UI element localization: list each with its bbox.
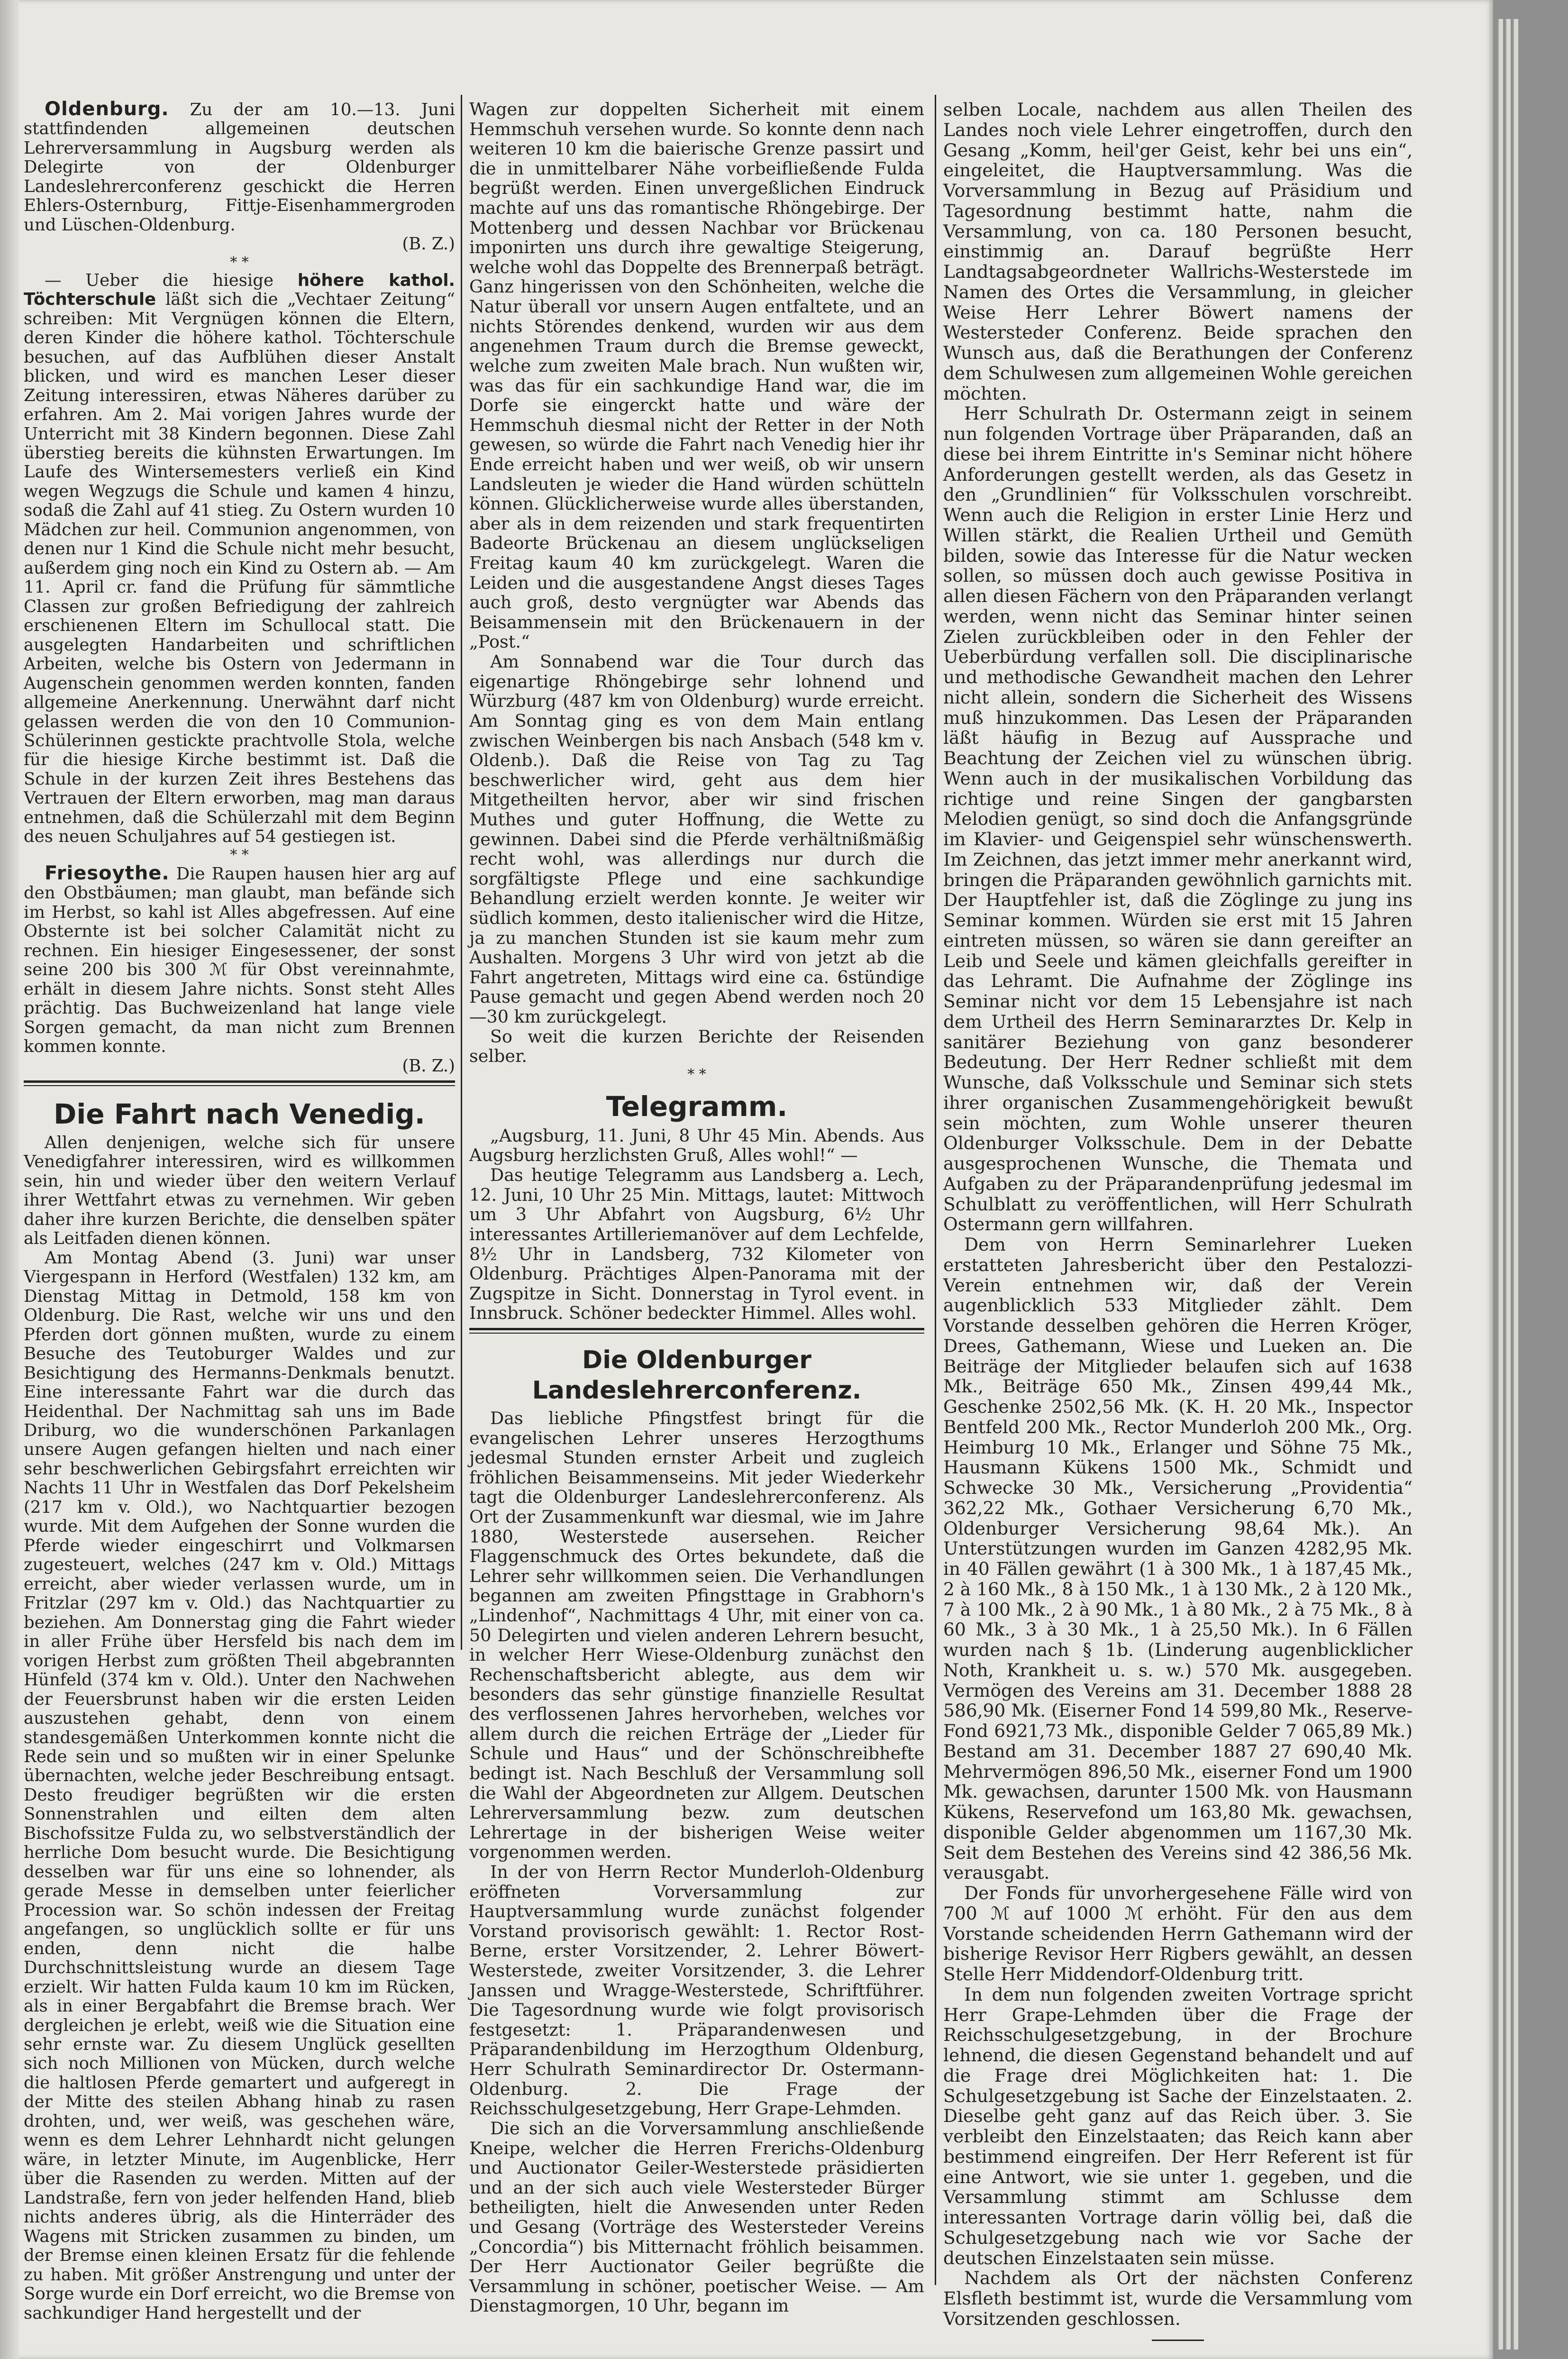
news-friesoythe-text: Die Raupen hausen hier arg auf den Obstbäumen; man glaubt, man befände sich im Herbst, so kahl ist Alles abgefressen. Auf eine Obsternte ist bei solcher Calamität nicht zu rechnen. Ein hiesiger Eingesessener, der sonst seine 200 bis 300 ℳ für Obst vereinnahmte, erhält in diesem Jahre nichts. Sonst steht Alles prächtig. Das Buchweizenland hat lange viele Sorgen gemacht, da man nicht zum Brennen kommen konnte. xyxy=(24,864,455,1057)
paragraph: Am Sonnabend war die Tour durch das eigenartige Rhöngebirge sehr lohnend und Würzburg (487 km von Oldenburg) wurde erreicht. Am Sonntag ging es von dem Main entlang zwischen Weinbergen bis nach Ansbach (548 km v. Oldenb.). Daß die Reise von Tag zu Tag beschwerlicher wird, geht aus dem hier Mitgetheilten hervor, aber wir sind frischen Muthes und guter Hoffnung, die Wette zu gewinnen. Dabei sind die Pferde verhältnißmäßig recht wohl, was allerdings nur durch die sorgfältigste Pflege und eine sachkundige Behandlung erzielt werden konnte. Je weiter wir südlich kommen, desto italienischer wird die Hitze, ja zu manchen Stunden ist sie kaum mehr zum Aushalten. Morgens 3 Uhr wird von jetzt ab die Fahrt angetreten, Mittags wird eine ca. 6stündige Pause gemacht und gegen Abend werden noch 20—30 km zurückgelegt. xyxy=(469,651,924,1027)
paragraph: Am Montag Abend (3. Juni) war unser Viergespann in Herford (Westfalen) 132 km, am Dienstag Mittag in Detmold, 158 km von Oldenburg. Die Rast, welche wir uns und den Pferden dort gönnen mußten, wurde zu einem Besuche des Teutoburger Waldes und zur Besichtigung des Hermanns-Denkmals benutzt. Eine interessante Fahrt war die durch das Heidenthal. Der Nachmittag sah uns im Bade Driburg, wo die wunderschönen Parkanlagen unsere Augen gefangen hielten und nach einer sehr beschwerlichen Gebirgsfahrt erreichten wir Nachts 11 Uhr in Westfalen das Dorf Pekelsheim (217 km v. Old.), wo Nachtquartier bezogen wurde. Mit dem Aufgehen der Sonne wurden die Pferde wieder eingeschirrt und Volkmarsen zugesteuert, welches (247 km v. Old.) Mittags erreicht, aber wieder verlassen wurde, um in Fritzlar (297 km v. Old.) das Nachtquartier zu beziehen. Am Donnerstag ging die Fahrt wieder in aller Frühe über Hersfeld bis nach dem im vorigen Herbst zum größten Theil abgebrannten Hünfeld (374 km v. Old.). Unter den Nachwehen der Feuersbrunst haben wir die ersten Leiden auszustehen gehabt, denn von einem standesgemäßen Unterkommen konnte nicht die Rede sein und so mußten wir in einer Spelunke übernachten, welche jeder Beschreibung entsagt. Desto freudiger begrüßten wir die ersten Sonnenstrahlen und eilten dem alten Bischofssitze Fulda zu, wo selbstverständlich der herrliche Dom besucht wurde. Die Besichtigung desselben war für uns eine so lohnender, als gerade Messe in demselben unter feierlicher Procession war. So schön indessen der Freitag angefangen, so unglücklich sollte er für uns enden, denn nicht die halbe Durchschnittsleistung wurde an diesem Tage erzielt. Wir hatten Fulda kaum 10 km im Rücken, als in einer Bergabfahrt die Bremse brach. Wer dergleichen je erlebt, weiß wie die Situation eine sehr ernste war. Zu diesem Unglück gesellten sich noch Millionen von Mücken, durch welche die haltlosen Pferde gemartert und aufgeregt in der Mitte des steilen Abhang hinab zu rasen drohten, und, wer weiß, was geschehen wäre, wenn es dem Lehrer Lehnhardt nicht gelungen wäre, in letzter Minute, im Augenblicke, Herr über die Rasenden zu werden. Mitten auf der Landstraße, fern von jeder helfenden Hand, blieb nichts anderes übrig, als die Hinterräder des Wagens mit Stricken zusammen zu binden, um der Bremse einen kleinen Ersatz für die fehlende zu haben. Mit größer Anstrengung und unter der Sorge wurde ein Dorf erreicht, wo die Bremse von sachkundiger Hand hergestellt und der xyxy=(24,1248,455,2323)
news-toechterschule-subject: höhere kathol. Töchterschule xyxy=(24,270,455,310)
paragraph: In dem nun folgenden zweiten Vortrage spricht Herr Grape-Lehmden über die Frage der Reichsschulgesetzgebung, in der Brochure lehnend, die diesen Gegenstand behandelt und auf die Frage drei Möglichkeiten hat: 1. Die Schulgesetzgebung ist Sache der Einzelstaaten. 2. Dieselbe geht ganz auf das Reich über. 3. Sie verbleibt den Einzelstaaten; das Reich kann aber bestimmend eingreifen. Der Herr Referent ist für eine Antwort, wie sie unter 1. gegeben, und die Versammlung stimmt am Schlusse dem interessanten Vortrage darin völlig bei, daß die Schulgesetzgebung nach wie vor Sache der deutschen Einzelstaaten sein müsse. xyxy=(943,1984,1413,2268)
paragraph: Wagen zur doppelten Sicherheit mit einem Hemmschuh versehen wurde. So konnte denn nach weiteren 10 km die baierische Grenze passirt und die in unmittelbarer Nähe vorbeifließende Fulda begrüßt werden. Einen unvergeßlichen Eindruck machte auf uns das romantische Rhöngebirge. Der Mottenberg und dessen Nachbar vor Brückenau imponirten uns durch ihre gewaltige Steigerung, welche wohl das Doppelte des Brennerpaß beträgt. Ganz hingerissen von den Schönheiten, welche die Natur überall vor unsern Augen entfaltete, und an nichts Störendes denkend, wurden wir aus dem angenehmen Traum durch die Bremse geweckt, welche zum zweiten Male brach. Nun wußten wir, was das für ein sachkundige Hand war, die im Dorfe sie eingerckt hatte und wäre der Hemmschuh diesmal nicht der Retter in der Noth gewesen, so würde die Fahrt nach Venedig hier ihr Ende erreicht haben und wer weiß, ob wir unsern Landsleuten je wieder die Hand würden schütteln können. Glücklicherweise wurde alles überstanden, aber als in dem reizenden und stark frequentirten Badeorte Brückenau an diesem unglückseligen Freitag kaum 40 km zurückgelegt. Waren die Leiden und die ausgestandene Angst dieses Tages auch groß, desto vergnügter war Abends das Beisammensein mit den Brückenauern in der „Post.“ xyxy=(469,99,924,652)
source-signature: (B. Z.) xyxy=(402,1056,455,1076)
paragraph: Nachdem als Ort der nächsten Conferenz Elsfleth bestimmt ist, wurde die Versammlung vom Vorsitzenden geschlossen. xyxy=(943,2268,1413,2329)
news-oldenburg-text: Zu der am 10.—13. Juni stattfindenden allgemeinen deutschen Lehrerversammlung in Augsburg werden als Delegirte von der Oldenburger Landeslehrerconferenz geschickt die Herren Ehlers-Osternburg, Fittje-Eisenhammergroden und Lüschen-Oldenburg. xyxy=(24,100,455,235)
section-divider xyxy=(469,1328,924,1334)
section-divider xyxy=(24,1080,455,1086)
paragraph: In der von Herrn Rector Munderloh-Oldenburg eröffneten Vorversammlung zur Hauptversammlung wurde zunächst folgender Vorstand provisorisch gewählt: 1. Rector Rost-Berne, erster Vorsitzender, 2. Lehrer Böwert-Westerstede, zweiter Vorsitzender, 3. die Lehrer Janssen und Wragge-Westerstede, Schriftführer. Die Tagesordnung wurde wie folgt provisorisch festgesetzt: 1. Präparandenwesen und Präparandenbildung im Herzogthum Oldenburg, Herr Schulrath Seminardirector Dr. Ostermann-Oldenburg. 2. Die Frage der Reichsschulgesetzgebung, Herr Grape-Lehmden. xyxy=(469,1861,924,2119)
news-oldenburg xyxy=(24,100,455,235)
book-gutter xyxy=(0,0,19,2359)
page-edge xyxy=(1498,19,1503,2350)
paragraph: Dem von Herrn Seminarlehrer Lueken erstatteten Jahresbericht über den Pestalozzi-Verein entnehmen wir, daß der Verein augenblicklich 533 Mitglieder zählt. Dem Vorstande desselben gehören die Herren Kröger, Drees, Gathemann, Wiese und Lueken an. Die Beiträge der Mitglieder belaufen sich auf 1638 Mk., Beiträge 650 Mk., Zinsen 499,44 Mk., Geschenke 2502,56 Mk. (K. H. 20 Mk., Inspector Bentfeld 200 Mk., Rector Munderloh 200 Mk., Org. Heimburg 10 Mk., Erlanger und Söhne 75 Mk., Hausmann Kükens 1500 Mk., Schmidt und Schwecke 30 Mk., Versicherung „Providentia“ 362,22 Mk., Gothaer Versicherung 6,70 Mk., Oldenburger Versicherung 98,64 Mk.). An Unterstützungen wurden im Ganzen 4282,95 Mk. in 40 Fällen gewährt (1 à 300 Mk., 1 à 187,45 Mk., 2 à 160 Mk., 8 à 150 Mk., 1 à 130 Mk., 2 à 120 Mk., 7 à 100 Mk., 2 à 90 Mk., 1 à 80 Mk., 2 à 75 Mk., 8 à 60 Mk., 3 à 30 Mk., 1 à 25,50 Mk.). In 6 Fällen wurden nach § 1b. (Linderung augenblicklicher Noth, Krankheit u. s. w.) 570 Mk. ausgegeben. Vermögen des Vereins am 31. December 1888 28 586,90 Mk. (Eiserner Fond 14 599,80 Mk., Reserve-Fond 6921,73 Mk., disponible Gelder 7 065,89 Mk.) Bestand am 31. December 1887 27 690,40 Mk. Mehrvermögen 896,50 Mk., eiserner Fond um 1900 Mk. gewachsen, darunter 1500 Mk. von Hausmann Kükens, Reservefond um 163,80 Mk. gewachsen, disponible Gelder abgenommen um 1167,30 Mk. Seit dem Bestehen des Vereins sind 42 386,56 Mk. verausgabt. xyxy=(943,1234,1413,1884)
paragraph: Herr Schulrath Dr. Ostermann zeigt in seinem nun folgenden Vortrage über Präparanden, daß an diese bei ihrem Eintritte in's Seminar nicht höhere Anforderungen gestellt werden, als das Gesetz in den „Grundlinien“ für Volksschulen vorschreibt. Wenn auch die Religion in erster Linie Herz und Willen stärkt, die Realien Urtheil und Gemüth bilden, sowie das Interesse für die Natur wecken sollen, so müssen doch auch gewisse Positiva in allen diesen Fächern von den Präparanden verlangt werden, wenn nicht das Seminar hinter seinen Zielen zurückbleiben oder in den Fehler der Ueberbürdung verfallen soll. Die disciplinarische und methodische Gewandheit machen den Lehrer nicht allein, sondern die Sicherheit des Wissens muß hinzukommen. Das Lesen der Präparanden läßt häufig in Bezug auf Aussprache und Beachtung der Zeichen viel zu wünschen übrig. Wenn auch in der musikalischen Vorbildung das richtige und reine Singen der gangbarsten Melodien genügt, so sind doch die Anfangsgründe im Klavier- und Geigenspiel sehr wünschenswerth. Im Zeichnen, das jetzt immer mehr anerkannt wird, bringen die Präparanden gewöhnlich garnichts mit. Der Hauptfehler ist, daß die Zöglinge zu jung ins Seminar kommen. Würden sie erst mit 15 Jahren eintreten müssen, so wären sie dann gereifter an Leib und Seele und kämen gleichfalls gereifter in das Lehramt. Die Aufnahme der Zöglinge ins Seminar nicht vor dem 15 Lebensjahre ist nach dem Urtheil des Herrn Seminararztes Dr. Kelp in sanitärer Beziehung von ganz besonderer Bedeutung. Der Herr Redner schließt mit dem Wunsche, daß Volksschule und Seminar sich stets ihrer organischen Zusammengehörigkeit bewußt sein möchten, zum Wohle unserer theuren Oldenburger Volksschule. Dem in der Debatte ausgesprochenen Wunsche, die Themata und Aufgaben zu der Präparandenprüfung jedesmal im Schulblatt zu veröffentlichen, will Herr Schulrath Ostermann gern willfahren. xyxy=(943,403,1413,1235)
paragraph: Das liebliche Pfingstfest bringt für die evangelischen Lehrer unseres Herzogthums jedesmal Stunden ernster Arbeit und zugleich fröhlichen Beisammenseins. Mit jeder Wiederkehr tagt die Oldenburger Landeslehrerconferenz. Als Ort der Zusammenkunft war diesmal, wie im Jahre 1880, Westerstede ausersehen. Reicher Flaggenschmuck des Ortes bekundete, daß die Lehrer sehr willkommen seien. Die Verhandlungen begannen am zweiten Pfingsttage in Grabhorn's „Lindenhof“, Nachmittags 4 Uhr, mit einer von ca. 50 Delegirten und vielen anderen Lehrern besucht, in welcher Herr Wiese-Oldenburg zunächst den Rechenschaftsbericht ablegte, aus dem wir besonders das sehr günstige finanzielle Resultat des verflossenen Jahres hervorheben, welches vor allem durch die reichen Erträge der „Lieder für Schule und Haus“ und der Schönschreibhefte bedingt ist. Nach Beschluß der Versammlung soll die Wahl der Abgeordneten zur Allgem. Deutschen Lehrerversammlung bezw. zum deutschen Lehrertage in der bisherigen Weise weiter vorgenommen werden. xyxy=(469,1408,924,1863)
place-friesoythe: Friesoythe. xyxy=(45,862,170,884)
source-signature: (B. Z.) xyxy=(402,234,455,254)
headline-telegramm: Telegramm. xyxy=(606,1090,788,1123)
paragraph: „Augsburg, 11. Juni, 8 Uhr 45 Min. Abends. Aus Augsburg herzlichsten Gruß, Alles wohl!“ — xyxy=(469,1125,924,1166)
column-rule-2 xyxy=(935,95,936,2285)
place-oldenburg: Oldenburg. xyxy=(45,98,169,120)
separator-stars: * * xyxy=(230,254,249,271)
separator-stars: * * xyxy=(687,1066,706,1083)
news-toechterschule xyxy=(24,271,455,847)
paragraph: Die sich an die Vorversammlung anschließende Kneipe, welcher die Herren Frerichs-Oldenburg und Auctionator Geiler-Westerstede präsidierten und an der sich auch viele Westersteder Bürger betheiligten, hielt die Anwesenden unter Reden und Gesang (Vorträge des Westersteder Vereins „Concordia“) bis Mitternacht fröhlich beisammen. Der Herr Auctionator Geiler begrüßte die Versammlung in schöner, poetischer Weise. — Am Dienstagmorgen, 10 Uhr, begann im xyxy=(469,2118,924,2316)
news-toechterschule-text: läßt sich die „Vechtaer Zeitung“ schreiben: Mit Vergnügen können die Eltern, deren Kinder die höhere kathol. Töchterschule besuchen, auf das Aufblühen dieser Anstalt blicken, und wird es manchen Leser dieser Zeitung interessiren, etwas Näheres darüber zu erfahren. Am 2. Mai vorigen Jahres wurde der Unterricht mit 38 Kindern begonnen. Diese Zahl überstieg bereits die kühnsten Erwartungen. Im Laufe des Wintersemesters verließ ein Kind wegen Wegzugs die Schule und kamen 4 hinzu, sodaß die Zahl auf 41 stieg. Zu Ostern wurden 10 Mädchen zur heil. Communion angenommen, von denen nur 1 Kind die Schule nicht mehr besucht, außerdem ging noch ein Kind zu Ostern ab. — Am 11. April cr. fand die Prüfung für sämmtliche Classen zur großen Befriedigung der zahlreich erschienenen Eltern im Schullocal statt. Die ausgelegten Handarbeiten und schriftlichen Arbeiten, welche bis Ostern von Jedermann in Augenschein genommen werden konnten, fanden allgemeine Anerkennung. Unerwähnt darf nicht gelassen werden die von den 10 Communion-Schülerinnen gestickte prachtvolle Stola, welche für die hiesige Kirche bestimmt ist. Daß die Schule in der kurzen Zeit ihres Bestehens das Vertrauen der Eltern erworben, mag man daraus entnehmen, daß die Schülerzahl mit dem Beginn des neuen Schuljahres auf 54 gestiegen ist. xyxy=(24,290,455,847)
column-3 xyxy=(943,100,1413,2341)
paragraph: Der Fonds für unvorhergesehene Fälle wird von 700 ℳ auf 1000 ℳ erhöht. Für den aus dem Vorstande scheidenden Herrn Gathemann wird der bisherige Revisor Herr Rigbers gewählt, an dessen Stelle Herr Middendorf-Oldenburg tritt. xyxy=(943,1883,1413,1984)
paragraph: Das heutige Telegramm aus Landsberg a. Lech, 12. Juni, 10 Uhr 25 Min. Mittags, lautet: Mittwoch um 3 Uhr Abfahrt von Augsburg, 6½ Uhr interessantes Artilleriemanöver auf dem Lechfelde, 8½ Uhr in Landsberg, 732 Kilometer von Oldenburg. Prächtiges Alpen-Panorama mit der Zugspitze in Sicht. Donnerstag in Tyrol event. in Innsbruck. Schöner bedeckter Himmel. Alles wohl. xyxy=(469,1165,924,1324)
headline-landeslehrerconferenz: Die Oldenburger Landeslehrerconferenz. xyxy=(532,1345,862,1405)
separator-stars: * * xyxy=(230,846,249,863)
news-friesoythe xyxy=(24,864,455,1057)
page-edge xyxy=(1513,19,1518,2350)
headline-fahrt-venedig: Die Fahrt nach Venedig. xyxy=(54,1097,425,1130)
column-1 xyxy=(24,100,455,2323)
news-toechterschule-pre: — Ueber die hiesige xyxy=(45,270,273,290)
column-2 xyxy=(469,100,924,2316)
paragraph: selben Locale, nachdem aus allen Theilen des Landes noch viele Lehrer eingetroffen, durch den Gesang „Komm, heil'ger Geist, kehr bei uns ein“, eingeleitet, die Hauptversammlung. Was die Vorversammlung in Bezug auf Präsidium und Tagesordnung bestimmt hatte, nahm die Versammlung, von ca. 180 Personen besucht, einstimmig an. Darauf begrüßte Herr Landtagsabgeordneter Wallrichs-Westerstede im Namen des Ortes die Versammlung, in gleicher Weise Herr Lehrer Böwert namens der Westersteder Conferenz. Beide sprachen den Wunsch aus, daß die Berathungen der Conferenz dem Schulwesen zum allgemeinen Wohle gereichen möchten. xyxy=(943,99,1413,404)
paragraph: Allen denjenigen, welche sich für unsere Venedigfahrer interessiren, wird es willkommen sein, hin und wieder über den weitern Verlauf ihrer Wettfahrt etwas zu vernehmen. Wir geben daher ihre kurzen Berichte, die denselben später als Leitfaden dienen können. xyxy=(24,1133,455,1249)
end-rule xyxy=(1152,2340,1204,2341)
column-rule-1 xyxy=(461,95,462,1650)
paragraph: So weit die kurzen Berichte der Reisenden selber. xyxy=(469,1026,924,1067)
page-edge xyxy=(1505,19,1511,2350)
